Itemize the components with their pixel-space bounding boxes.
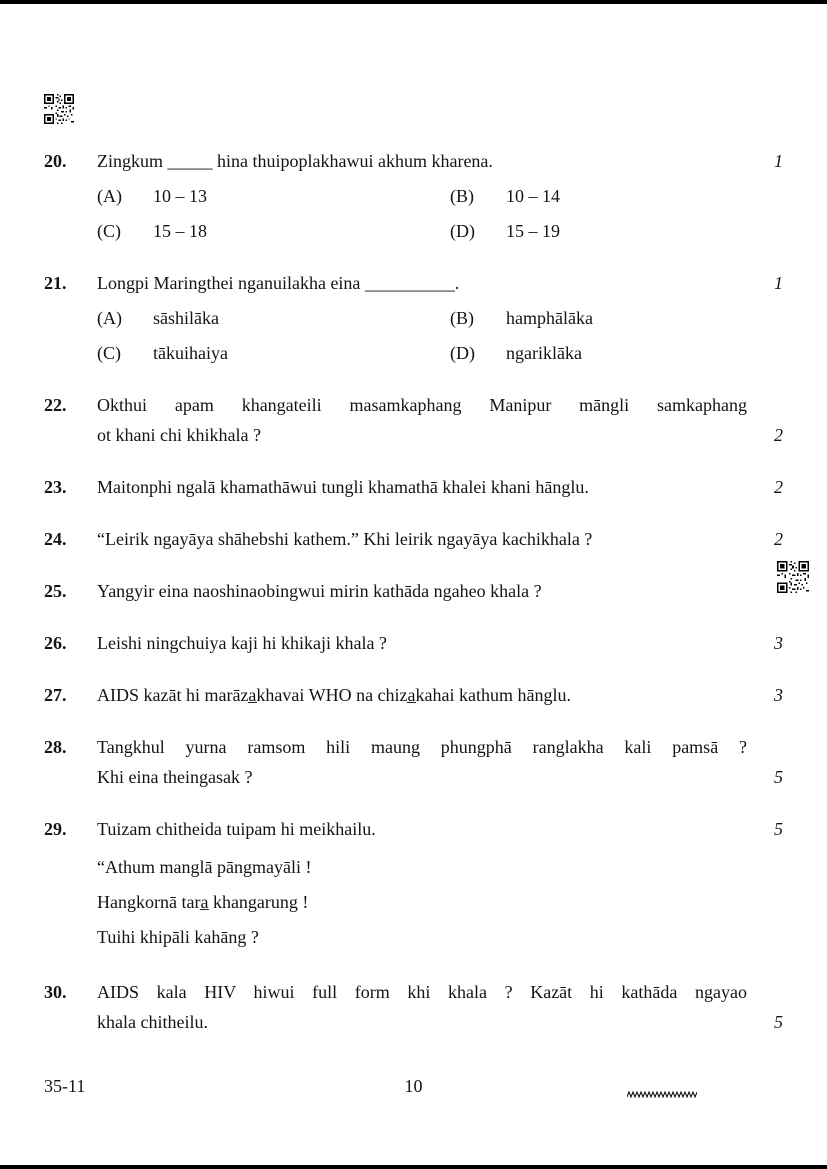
option-label: (A) <box>97 308 122 328</box>
question-text: Okthui apam khangateili masamkaphang Manipur māngli samkaphang <box>97 395 747 415</box>
question-marks: 1 <box>774 151 783 171</box>
question-text: Yangyir eina naoshinaobingwui mirin kathāda ngaheo khala ? <box>97 581 542 601</box>
question-number: 24. <box>44 529 67 549</box>
option-label: (D) <box>450 221 475 241</box>
question <box>44 977 783 1037</box>
question-text: Zingkum _____ hina thuipoplakhawui akhum kharena. <box>97 151 493 171</box>
poem-line: Tuihi khipāli kahāng ? <box>97 927 259 947</box>
question-number: 22. <box>44 395 67 415</box>
question-marks: 1 <box>774 273 783 293</box>
question-number: 27. <box>44 685 67 705</box>
page-edge-bottom <box>0 1165 827 1169</box>
option-text: ngariklāka <box>506 343 582 363</box>
qr-code-icon <box>44 94 783 124</box>
question-marks: 2 <box>774 477 783 497</box>
page-footer <box>44 1076 783 1102</box>
question-number: 26. <box>44 633 67 653</box>
question <box>44 576 783 606</box>
option <box>450 216 747 246</box>
question-text: Tuizam chitheida tuipam hi meikhailu. <box>97 819 376 839</box>
question-number: 21. <box>44 273 67 293</box>
option <box>450 338 747 368</box>
question <box>44 524 783 554</box>
question-number: 30. <box>44 982 67 1002</box>
question <box>44 628 783 658</box>
option-text: 15 – 18 <box>153 221 207 241</box>
question-number: 20. <box>44 151 67 171</box>
option <box>450 181 747 211</box>
qr-code-icon <box>777 561 809 593</box>
question-marks: 5 <box>774 819 783 839</box>
option <box>97 303 450 333</box>
option <box>450 303 747 333</box>
question-text: khala chitheilu. <box>97 1012 208 1032</box>
options-grid <box>97 176 747 246</box>
question-text: AIDS kala HIV hiwui full form khi khala ? Kazāt hi kathāda ngayao <box>97 982 747 1002</box>
question-text: Maitonphi ngalā khamathāwui tungli khamathā khalei khani hānglu. <box>97 477 589 497</box>
question <box>44 268 783 368</box>
question <box>44 146 783 246</box>
question-number: 25. <box>44 581 67 601</box>
question-text: AIDS kazāt hi marāza̲khavai WHO na chiza̲kahai kathum hānglu. <box>97 685 571 705</box>
option-text: 10 – 14 <box>506 186 560 206</box>
question-marks: 5 <box>774 1012 783 1032</box>
question-number: 23. <box>44 477 67 497</box>
poem-line: Hangkornā tara̲ khangarung ! <box>97 892 309 912</box>
option-text: 15 – 19 <box>506 221 560 241</box>
question-text: Longpi Maringthei nganuilakha eina __________. <box>97 273 460 293</box>
option-label: (C) <box>97 343 121 363</box>
option-text: tākuihaiya <box>153 343 228 363</box>
question <box>44 680 783 710</box>
option-label: (D) <box>450 343 475 363</box>
question-text: Khi eina theingasak ? <box>97 767 253 787</box>
question-marks: 5 <box>774 767 783 787</box>
question-text: Tangkhul yurna ramsom hili maung phungphā ranglakha kali pamsā ? <box>97 737 747 757</box>
question-marks: 2 <box>774 529 783 549</box>
question <box>44 814 783 955</box>
option-label: (B) <box>450 308 474 328</box>
option-text: sāshilāka <box>153 308 219 328</box>
option <box>97 338 450 368</box>
option <box>97 181 450 211</box>
paper-code: 35-11 <box>44 1076 86 1096</box>
page-number: 10 <box>404 1076 423 1096</box>
question-number: 28. <box>44 737 67 757</box>
question <box>44 472 783 502</box>
question <box>44 390 783 450</box>
question-number: 29. <box>44 819 67 839</box>
option-label: (B) <box>450 186 474 206</box>
question-text: “Leirik ngayāya shāhebshi kathem.” Khi leirik ngayāya kachikhala ? <box>97 529 593 549</box>
question-text: ot khani chi khikhala ? <box>97 425 261 445</box>
option-text: 10 – 13 <box>153 186 207 206</box>
question-marks: 2 <box>774 425 783 445</box>
poem-block <box>97 850 747 955</box>
option-label: (C) <box>97 221 121 241</box>
poem-line: “Athum manglā pāngmayāli ! <box>97 857 312 877</box>
option <box>97 216 450 246</box>
options-grid <box>97 298 747 368</box>
page-edge-top <box>0 0 827 4</box>
option-label: (A) <box>97 186 122 206</box>
zigzag-line-icon <box>627 1083 697 1104</box>
question-marks: 3 <box>774 633 783 653</box>
question-marks: 3 <box>774 685 783 705</box>
question-text: Leishi ningchuiya kaji hi khikaji khala ? <box>97 633 387 653</box>
option-text: hamphālāka <box>506 308 593 328</box>
question <box>44 732 783 792</box>
